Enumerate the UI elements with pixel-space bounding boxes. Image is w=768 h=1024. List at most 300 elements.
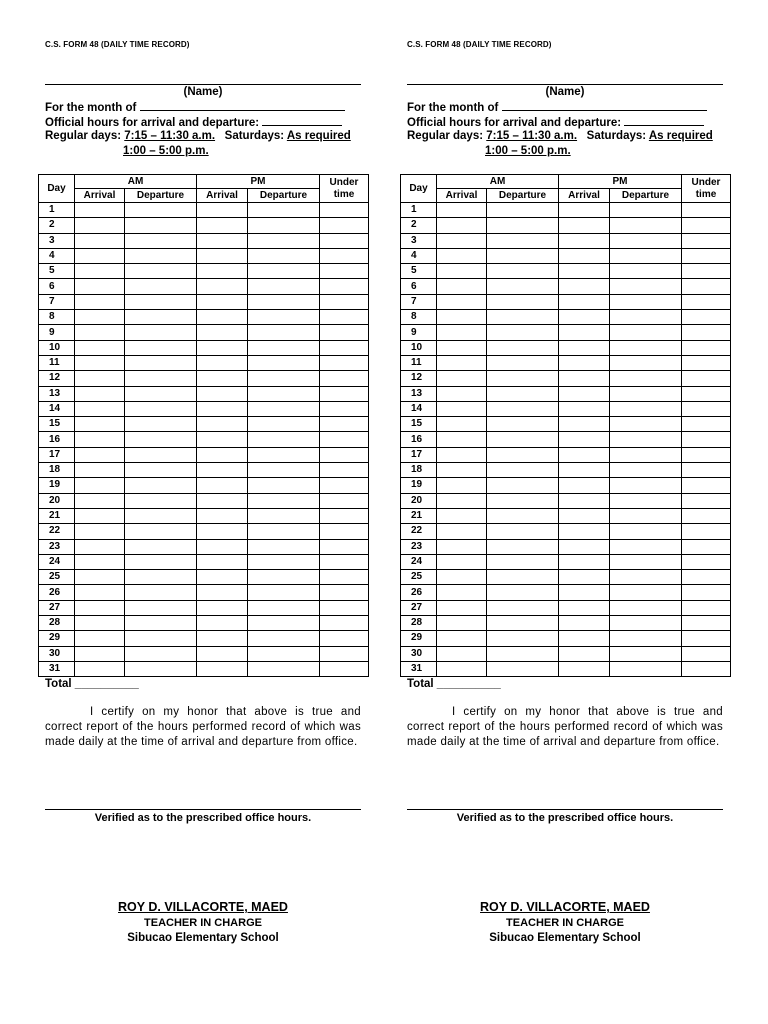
pm-departure-cell[interactable] (610, 279, 682, 294)
pm-departure-cell[interactable] (248, 661, 320, 676)
undertime-cell[interactable] (682, 294, 731, 309)
undertime-cell[interactable] (320, 570, 369, 585)
am-departure-cell[interactable] (487, 264, 559, 279)
pm-arrival-cell[interactable] (197, 570, 248, 585)
am-arrival-cell[interactable] (437, 203, 487, 218)
am-arrival-cell[interactable] (75, 264, 125, 279)
undertime-cell[interactable] (682, 661, 731, 676)
pm-arrival-cell[interactable] (559, 355, 610, 370)
undertime-cell[interactable] (320, 417, 369, 432)
pm-departure-cell[interactable] (610, 554, 682, 569)
am-departure-cell[interactable] (125, 371, 197, 386)
am-arrival-cell[interactable] (75, 294, 125, 309)
am-departure-cell[interactable] (487, 294, 559, 309)
undertime-cell[interactable] (320, 218, 369, 233)
pm-departure-cell[interactable] (248, 570, 320, 585)
pm-departure-cell[interactable] (610, 478, 682, 493)
pm-arrival-cell[interactable] (559, 554, 610, 569)
am-arrival-cell[interactable] (437, 233, 487, 248)
pm-departure-cell[interactable] (248, 493, 320, 508)
am-arrival-cell[interactable] (437, 646, 487, 661)
undertime-cell[interactable] (682, 493, 731, 508)
am-arrival-cell[interactable] (437, 401, 487, 416)
undertime-cell[interactable] (682, 616, 731, 631)
undertime-cell[interactable] (320, 294, 369, 309)
am-arrival-cell[interactable] (437, 264, 487, 279)
am-arrival-cell[interactable] (75, 631, 125, 646)
am-arrival-cell[interactable] (437, 661, 487, 676)
am-arrival-cell[interactable] (437, 585, 487, 600)
pm-arrival-cell[interactable] (197, 478, 248, 493)
pm-departure-cell[interactable] (610, 463, 682, 478)
am-departure-cell[interactable] (125, 554, 197, 569)
pm-departure-cell[interactable] (610, 539, 682, 554)
undertime-cell[interactable] (682, 585, 731, 600)
am-arrival-cell[interactable] (75, 570, 125, 585)
am-departure-cell[interactable] (125, 524, 197, 539)
pm-departure-cell[interactable] (610, 401, 682, 416)
am-departure-cell[interactable] (487, 310, 559, 325)
pm-departure-cell[interactable] (248, 401, 320, 416)
pm-arrival-cell[interactable] (559, 447, 610, 462)
pm-arrival-cell[interactable] (559, 616, 610, 631)
am-departure-cell[interactable] (487, 524, 559, 539)
pm-departure-cell[interactable] (610, 585, 682, 600)
pm-arrival-cell[interactable] (559, 493, 610, 508)
undertime-cell[interactable] (682, 248, 731, 263)
pm-arrival-cell[interactable] (197, 340, 248, 355)
am-arrival-cell[interactable] (437, 447, 487, 462)
am-departure-cell[interactable] (487, 493, 559, 508)
am-departure-cell[interactable] (487, 570, 559, 585)
undertime-cell[interactable] (682, 447, 731, 462)
pm-departure-cell[interactable] (610, 218, 682, 233)
pm-arrival-cell[interactable] (559, 463, 610, 478)
pm-arrival-cell[interactable] (559, 264, 610, 279)
pm-arrival-cell[interactable] (559, 539, 610, 554)
undertime-cell[interactable] (320, 248, 369, 263)
pm-departure-cell[interactable] (248, 218, 320, 233)
am-arrival-cell[interactable] (437, 600, 487, 615)
undertime-cell[interactable] (320, 310, 369, 325)
am-departure-cell[interactable] (487, 417, 559, 432)
am-arrival-cell[interactable] (437, 371, 487, 386)
am-arrival-cell[interactable] (75, 478, 125, 493)
pm-arrival-cell[interactable] (197, 646, 248, 661)
am-arrival-cell[interactable] (75, 447, 125, 462)
pm-arrival-cell[interactable] (559, 524, 610, 539)
pm-departure-cell[interactable] (610, 524, 682, 539)
pm-departure-cell[interactable] (248, 600, 320, 615)
am-arrival-cell[interactable] (437, 432, 487, 447)
pm-departure-cell[interactable] (248, 294, 320, 309)
pm-arrival-cell[interactable] (559, 401, 610, 416)
pm-departure-cell[interactable] (248, 447, 320, 462)
undertime-cell[interactable] (682, 417, 731, 432)
am-arrival-cell[interactable] (75, 371, 125, 386)
am-departure-cell[interactable] (487, 218, 559, 233)
pm-arrival-cell[interactable] (197, 248, 248, 263)
am-departure-cell[interactable] (125, 279, 197, 294)
am-arrival-cell[interactable] (437, 355, 487, 370)
am-arrival-cell[interactable] (75, 508, 125, 523)
am-departure-cell[interactable] (487, 585, 559, 600)
am-departure-cell[interactable] (125, 386, 197, 401)
undertime-cell[interactable] (682, 279, 731, 294)
am-departure-cell[interactable] (487, 386, 559, 401)
pm-arrival-cell[interactable] (197, 325, 248, 340)
pm-departure-cell[interactable] (248, 248, 320, 263)
undertime-cell[interactable] (320, 600, 369, 615)
am-departure-cell[interactable] (125, 463, 197, 478)
am-departure-cell[interactable] (125, 218, 197, 233)
pm-departure-cell[interactable] (610, 371, 682, 386)
pm-arrival-cell[interactable] (197, 203, 248, 218)
am-departure-cell[interactable] (125, 585, 197, 600)
pm-departure-cell[interactable] (248, 539, 320, 554)
undertime-cell[interactable] (682, 264, 731, 279)
am-arrival-cell[interactable] (75, 661, 125, 676)
am-departure-cell[interactable] (125, 631, 197, 646)
undertime-cell[interactable] (682, 203, 731, 218)
pm-departure-cell[interactable] (610, 447, 682, 462)
undertime-cell[interactable] (320, 340, 369, 355)
am-departure-cell[interactable] (125, 325, 197, 340)
undertime-cell[interactable] (682, 386, 731, 401)
am-arrival-cell[interactable] (75, 310, 125, 325)
am-arrival-cell[interactable] (437, 631, 487, 646)
undertime-cell[interactable] (682, 340, 731, 355)
undertime-cell[interactable] (682, 371, 731, 386)
am-arrival-cell[interactable] (437, 478, 487, 493)
pm-arrival-cell[interactable] (559, 600, 610, 615)
am-departure-cell[interactable] (125, 233, 197, 248)
am-departure-cell[interactable] (487, 508, 559, 523)
am-departure-cell[interactable] (125, 340, 197, 355)
pm-departure-cell[interactable] (248, 631, 320, 646)
am-arrival-cell[interactable] (75, 524, 125, 539)
am-arrival-cell[interactable] (75, 386, 125, 401)
undertime-cell[interactable] (320, 401, 369, 416)
pm-arrival-cell[interactable] (559, 631, 610, 646)
am-departure-cell[interactable] (125, 570, 197, 585)
pm-arrival-cell[interactable] (559, 646, 610, 661)
am-arrival-cell[interactable] (75, 493, 125, 508)
pm-departure-cell[interactable] (610, 294, 682, 309)
am-arrival-cell[interactable] (437, 325, 487, 340)
am-departure-cell[interactable] (487, 478, 559, 493)
am-arrival-cell[interactable] (75, 432, 125, 447)
pm-departure-cell[interactable] (248, 463, 320, 478)
am-departure-cell[interactable] (125, 478, 197, 493)
am-arrival-cell[interactable] (75, 248, 125, 263)
undertime-cell[interactable] (682, 600, 731, 615)
am-arrival-cell[interactable] (437, 493, 487, 508)
pm-arrival-cell[interactable] (559, 340, 610, 355)
pm-departure-cell[interactable] (248, 417, 320, 432)
undertime-cell[interactable] (682, 554, 731, 569)
am-arrival-cell[interactable] (437, 294, 487, 309)
pm-arrival-cell[interactable] (559, 570, 610, 585)
pm-departure-cell[interactable] (248, 233, 320, 248)
undertime-cell[interactable] (682, 355, 731, 370)
pm-departure-cell[interactable] (610, 508, 682, 523)
undertime-cell[interactable] (320, 371, 369, 386)
am-departure-cell[interactable] (125, 203, 197, 218)
am-departure-cell[interactable] (487, 646, 559, 661)
undertime-cell[interactable] (320, 539, 369, 554)
pm-arrival-cell[interactable] (197, 600, 248, 615)
pm-departure-cell[interactable] (610, 616, 682, 631)
am-arrival-cell[interactable] (75, 401, 125, 416)
am-arrival-cell[interactable] (437, 616, 487, 631)
am-departure-cell[interactable] (487, 631, 559, 646)
pm-departure-cell[interactable] (248, 264, 320, 279)
undertime-cell[interactable] (320, 508, 369, 523)
pm-departure-cell[interactable] (248, 340, 320, 355)
undertime-cell[interactable] (320, 264, 369, 279)
am-departure-cell[interactable] (125, 539, 197, 554)
pm-arrival-cell[interactable] (559, 417, 610, 432)
am-departure-cell[interactable] (487, 539, 559, 554)
am-arrival-cell[interactable] (437, 570, 487, 585)
pm-arrival-cell[interactable] (559, 371, 610, 386)
undertime-cell[interactable] (682, 570, 731, 585)
am-departure-cell[interactable] (487, 447, 559, 462)
am-departure-cell[interactable] (125, 646, 197, 661)
undertime-cell[interactable] (682, 218, 731, 233)
am-departure-cell[interactable] (125, 264, 197, 279)
am-arrival-cell[interactable] (75, 325, 125, 340)
pm-arrival-cell[interactable] (197, 386, 248, 401)
am-departure-cell[interactable] (125, 294, 197, 309)
pm-departure-cell[interactable] (610, 432, 682, 447)
am-arrival-cell[interactable] (437, 417, 487, 432)
pm-arrival-cell[interactable] (197, 355, 248, 370)
pm-departure-cell[interactable] (610, 631, 682, 646)
am-arrival-cell[interactable] (75, 585, 125, 600)
pm-departure-cell[interactable] (610, 417, 682, 432)
undertime-cell[interactable] (320, 631, 369, 646)
pm-arrival-cell[interactable] (559, 233, 610, 248)
pm-arrival-cell[interactable] (197, 631, 248, 646)
am-arrival-cell[interactable] (437, 218, 487, 233)
pm-arrival-cell[interactable] (197, 417, 248, 432)
am-departure-cell[interactable] (487, 248, 559, 263)
pm-arrival-cell[interactable] (197, 554, 248, 569)
am-departure-cell[interactable] (125, 248, 197, 263)
undertime-cell[interactable] (320, 554, 369, 569)
am-arrival-cell[interactable] (437, 554, 487, 569)
am-arrival-cell[interactable] (437, 463, 487, 478)
pm-arrival-cell[interactable] (559, 386, 610, 401)
am-departure-cell[interactable] (487, 325, 559, 340)
pm-departure-cell[interactable] (610, 355, 682, 370)
pm-arrival-cell[interactable] (559, 325, 610, 340)
pm-departure-cell[interactable] (248, 524, 320, 539)
pm-arrival-cell[interactable] (197, 661, 248, 676)
undertime-cell[interactable] (682, 463, 731, 478)
undertime-cell[interactable] (320, 447, 369, 462)
pm-departure-cell[interactable] (248, 478, 320, 493)
pm-arrival-cell[interactable] (197, 264, 248, 279)
pm-departure-cell[interactable] (248, 646, 320, 661)
pm-arrival-cell[interactable] (197, 493, 248, 508)
pm-departure-cell[interactable] (610, 248, 682, 263)
pm-arrival-cell[interactable] (197, 432, 248, 447)
pm-arrival-cell[interactable] (197, 294, 248, 309)
am-departure-cell[interactable] (487, 279, 559, 294)
pm-departure-cell[interactable] (248, 371, 320, 386)
am-arrival-cell[interactable] (437, 539, 487, 554)
pm-departure-cell[interactable] (610, 646, 682, 661)
undertime-cell[interactable] (320, 279, 369, 294)
pm-arrival-cell[interactable] (197, 218, 248, 233)
undertime-cell[interactable] (682, 401, 731, 416)
pm-arrival-cell[interactable] (197, 508, 248, 523)
undertime-cell[interactable] (682, 631, 731, 646)
am-departure-cell[interactable] (487, 616, 559, 631)
pm-departure-cell[interactable] (610, 661, 682, 676)
undertime-cell[interactable] (682, 233, 731, 248)
pm-arrival-cell[interactable] (559, 294, 610, 309)
pm-arrival-cell[interactable] (197, 233, 248, 248)
pm-arrival-cell[interactable] (559, 661, 610, 676)
am-arrival-cell[interactable] (75, 355, 125, 370)
undertime-cell[interactable] (682, 325, 731, 340)
pm-departure-cell[interactable] (610, 600, 682, 615)
pm-departure-cell[interactable] (248, 432, 320, 447)
am-arrival-cell[interactable] (75, 539, 125, 554)
pm-arrival-cell[interactable] (559, 432, 610, 447)
am-arrival-cell[interactable] (437, 340, 487, 355)
undertime-cell[interactable] (320, 478, 369, 493)
am-departure-cell[interactable] (125, 508, 197, 523)
undertime-cell[interactable] (320, 386, 369, 401)
am-arrival-cell[interactable] (75, 463, 125, 478)
am-arrival-cell[interactable] (75, 203, 125, 218)
undertime-cell[interactable] (682, 508, 731, 523)
pm-arrival-cell[interactable] (559, 279, 610, 294)
undertime-cell[interactable] (320, 203, 369, 218)
pm-arrival-cell[interactable] (559, 508, 610, 523)
am-arrival-cell[interactable] (75, 233, 125, 248)
pm-arrival-cell[interactable] (197, 585, 248, 600)
am-departure-cell[interactable] (487, 554, 559, 569)
pm-departure-cell[interactable] (610, 325, 682, 340)
am-departure-cell[interactable] (125, 493, 197, 508)
am-arrival-cell[interactable] (75, 218, 125, 233)
pm-arrival-cell[interactable] (559, 203, 610, 218)
undertime-cell[interactable] (320, 325, 369, 340)
am-arrival-cell[interactable] (75, 616, 125, 631)
pm-departure-cell[interactable] (610, 203, 682, 218)
pm-departure-cell[interactable] (610, 493, 682, 508)
am-departure-cell[interactable] (487, 203, 559, 218)
am-arrival-cell[interactable] (75, 600, 125, 615)
pm-arrival-cell[interactable] (197, 524, 248, 539)
pm-arrival-cell[interactable] (559, 248, 610, 263)
pm-arrival-cell[interactable] (197, 279, 248, 294)
am-departure-cell[interactable] (487, 371, 559, 386)
undertime-cell[interactable] (682, 524, 731, 539)
am-departure-cell[interactable] (487, 661, 559, 676)
undertime-cell[interactable] (320, 463, 369, 478)
pm-departure-cell[interactable] (248, 508, 320, 523)
pm-arrival-cell[interactable] (197, 616, 248, 631)
pm-arrival-cell[interactable] (197, 401, 248, 416)
am-departure-cell[interactable] (125, 401, 197, 416)
am-arrival-cell[interactable] (437, 386, 487, 401)
undertime-cell[interactable] (682, 539, 731, 554)
am-departure-cell[interactable] (125, 447, 197, 462)
pm-arrival-cell[interactable] (197, 539, 248, 554)
undertime-cell[interactable] (682, 478, 731, 493)
pm-departure-cell[interactable] (248, 554, 320, 569)
am-departure-cell[interactable] (125, 600, 197, 615)
am-arrival-cell[interactable] (75, 554, 125, 569)
undertime-cell[interactable] (682, 432, 731, 447)
pm-departure-cell[interactable] (248, 279, 320, 294)
pm-departure-cell[interactable] (248, 616, 320, 631)
undertime-cell[interactable] (320, 355, 369, 370)
pm-departure-cell[interactable] (610, 233, 682, 248)
am-departure-cell[interactable] (487, 340, 559, 355)
pm-arrival-cell[interactable] (559, 310, 610, 325)
am-departure-cell[interactable] (125, 432, 197, 447)
am-arrival-cell[interactable] (437, 508, 487, 523)
am-departure-cell[interactable] (487, 463, 559, 478)
am-arrival-cell[interactable] (75, 279, 125, 294)
pm-departure-cell[interactable] (248, 386, 320, 401)
undertime-cell[interactable] (320, 432, 369, 447)
pm-arrival-cell[interactable] (559, 585, 610, 600)
undertime-cell[interactable] (682, 310, 731, 325)
am-departure-cell[interactable] (487, 401, 559, 416)
pm-arrival-cell[interactable] (197, 371, 248, 386)
am-arrival-cell[interactable] (437, 310, 487, 325)
am-departure-cell[interactable] (125, 616, 197, 631)
undertime-cell[interactable] (682, 646, 731, 661)
pm-arrival-cell[interactable] (559, 478, 610, 493)
am-departure-cell[interactable] (125, 661, 197, 676)
pm-departure-cell[interactable] (610, 570, 682, 585)
pm-arrival-cell[interactable] (197, 463, 248, 478)
pm-departure-cell[interactable] (610, 386, 682, 401)
am-arrival-cell[interactable] (437, 524, 487, 539)
am-arrival-cell[interactable] (437, 279, 487, 294)
undertime-cell[interactable] (320, 493, 369, 508)
pm-arrival-cell[interactable] (559, 218, 610, 233)
undertime-cell[interactable] (320, 616, 369, 631)
pm-departure-cell[interactable] (610, 310, 682, 325)
pm-departure-cell[interactable] (248, 585, 320, 600)
am-departure-cell[interactable] (125, 417, 197, 432)
undertime-cell[interactable] (320, 524, 369, 539)
am-departure-cell[interactable] (487, 355, 559, 370)
undertime-cell[interactable] (320, 585, 369, 600)
pm-departure-cell[interactable] (248, 203, 320, 218)
undertime-cell[interactable] (320, 233, 369, 248)
pm-arrival-cell[interactable] (197, 447, 248, 462)
am-arrival-cell[interactable] (75, 646, 125, 661)
am-arrival-cell[interactable] (75, 340, 125, 355)
pm-departure-cell[interactable] (248, 355, 320, 370)
undertime-cell[interactable] (320, 646, 369, 661)
am-departure-cell[interactable] (125, 310, 197, 325)
am-arrival-cell[interactable] (75, 417, 125, 432)
pm-arrival-cell[interactable] (197, 310, 248, 325)
